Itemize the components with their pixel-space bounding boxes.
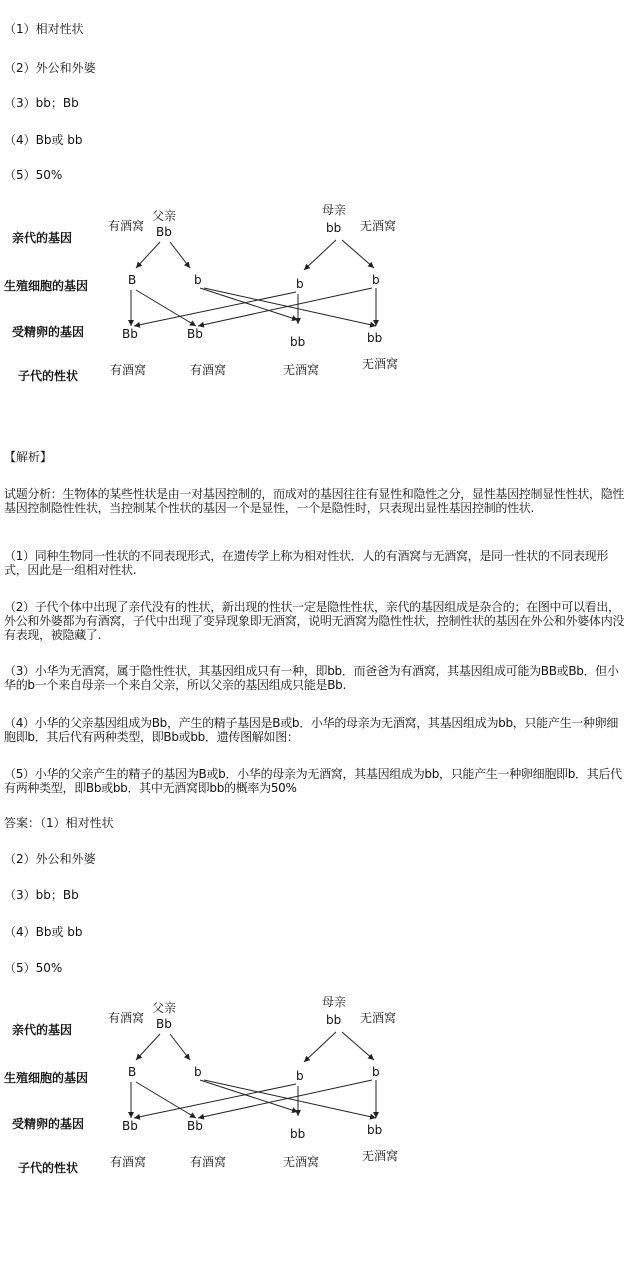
inheritance-diagram-answer [0, 992, 630, 1192]
father-title: 父亲 [152, 209, 177, 223]
father-title: 父亲 [152, 1001, 177, 1015]
father-genotype: Bb [156, 225, 172, 239]
analysis-intro: 试题分析：生物体的某些性状是由一对基因控制的，而成对的基因往往有显性和隐性之分，显性基因控制显性性状，隐性基因控制隐性性状，当控制某个性状的基因一个是显性，一个是隐性时，只表现出显性基因控制的性状. [4, 487, 625, 515]
offspring-trait-3: 无酒窝 [283, 363, 320, 377]
gamete-b-father: b [194, 1065, 202, 1079]
zygote-1: Bb [122, 1119, 138, 1133]
gamete-b-mother-2: b [372, 1065, 380, 1079]
inheritance-diagram [0, 200, 630, 400]
answer-item-4: （4）Bb或 bb [4, 925, 83, 939]
row-label-zygote-genes: 受精卵的基因 [12, 1117, 85, 1131]
analysis-heading: 【解析】 [4, 450, 53, 464]
row-label-parent-genes: 亲代的基因 [12, 231, 73, 245]
inheritance-arrows [131, 240, 376, 326]
gamete-B: B [128, 273, 137, 287]
analysis-paragraph-1: （1）同种生物同一性状的不同表现形式，在遗传学上称为相对性状．人的有酒窝与无酒窝，是同一性状的不同表现形式，因此是一组相对性状. [4, 549, 609, 577]
mother-genotype: bb [326, 1013, 342, 1027]
row-label-gamete-genes: 生殖细胞的基因 [4, 279, 89, 293]
father-trait: 有酒窝 [108, 1011, 145, 1025]
gamete-b-father: b [194, 273, 202, 287]
zygote-2: Bb [187, 327, 203, 341]
offspring-trait-1: 有酒窝 [110, 363, 147, 377]
offspring-trait-3: 无酒窝 [283, 1155, 320, 1169]
answer-item-5: （5）50% [4, 961, 63, 975]
gamete-b-mother-2: b [372, 273, 380, 287]
answer-line-5: （5）50% [4, 168, 63, 182]
father-trait: 有酒窝 [108, 219, 145, 233]
row-label-gamete-genes: 生殖细胞的基因 [4, 1071, 89, 1085]
analysis-paragraph-2: （2）子代个体中出现了亲代没有的性状，新出现的性状一定是隐性性状，亲代的基因组成是杂合的；在图中可以看出，外公和外婆都为有酒窝，子代中出现了变异现象即无酒窝，说明无酒窝为隐性性状，控制性状的基因在外公和外婆体内没有表现，被隐藏了. [4, 600, 625, 642]
answer-line-1: （1）相对性状 [4, 22, 84, 36]
offspring-trait-4: 无酒窝 [362, 1149, 399, 1163]
answer-line-3: （3）bb；Bb [4, 96, 79, 110]
zygote-3: bb [290, 335, 306, 349]
zygote-4: bb [367, 331, 383, 345]
mother-trait: 无酒窝 [360, 219, 397, 233]
father-genotype: Bb [156, 1017, 172, 1031]
inheritance-arrows [131, 1032, 376, 1118]
answer-line-4: （4）Bb或 bb [4, 133, 83, 147]
analysis-paragraph-5: （5）小华的父亲产生的精子的基因为B或b．小华的母亲为无酒窝，其基因组成为bb，只能产生一种卵细胞即b．其后代有两种类型，即Bb或bb．其中无酒窝即bb的概率为50% [4, 767, 622, 795]
offspring-trait-2: 有酒窝 [190, 363, 227, 377]
answer-item-2: （2）外公和外婆 [4, 852, 96, 866]
answer-item-3: （3）bb；Bb [4, 888, 79, 902]
gamete-B: B [128, 1065, 137, 1079]
row-label-parent-genes: 亲代的基因 [12, 1023, 73, 1037]
mother-trait: 无酒窝 [360, 1011, 397, 1025]
answer-prefix: 答案： [4, 816, 41, 830]
answer-line-2: （2）外公和外婆 [4, 61, 96, 75]
row-label-zygote-genes: 受精卵的基因 [12, 325, 85, 339]
offspring-trait-2: 有酒窝 [190, 1155, 227, 1169]
gamete-b-mother-1: b [296, 277, 304, 291]
row-label-offspring-traits: 子代的性状 [18, 1161, 79, 1175]
offspring-trait-1: 有酒窝 [110, 1155, 147, 1169]
mother-title: 母亲 [322, 203, 347, 217]
answer-item-1: （1）相对性状 [40, 816, 114, 830]
mother-title: 母亲 [322, 995, 347, 1009]
analysis-paragraph-3: （3）小华为无酒窝，属于隐性性状，其基因组成只有一种，即bb．而爸爸为有酒窝，其基因组成可能为BB或Bb．但小华的b一个来自母亲一个来自父亲，所以父亲的基因组成只能是Bb. [4, 664, 619, 692]
zygote-1: Bb [122, 327, 138, 341]
mother-genotype: bb [326, 221, 342, 235]
zygote-2: Bb [187, 1119, 203, 1133]
gamete-b-mother-1: b [296, 1069, 304, 1083]
row-label-offspring-traits: 子代的性状 [18, 369, 79, 383]
offspring-trait-4: 无酒窝 [362, 357, 399, 371]
answer-section [4, 816, 114, 830]
zygote-3: bb [290, 1127, 306, 1141]
zygote-4: bb [367, 1123, 383, 1137]
analysis-paragraph-4: （4）小华的父亲基因组成为Bb，产生的精子基因是B或b．小华的母亲为无酒窝，其基因组成为bb，只能产生一种卵细胞即b．其后代有两种类型，即Bb或bb．遗传图解如图： [4, 716, 619, 744]
